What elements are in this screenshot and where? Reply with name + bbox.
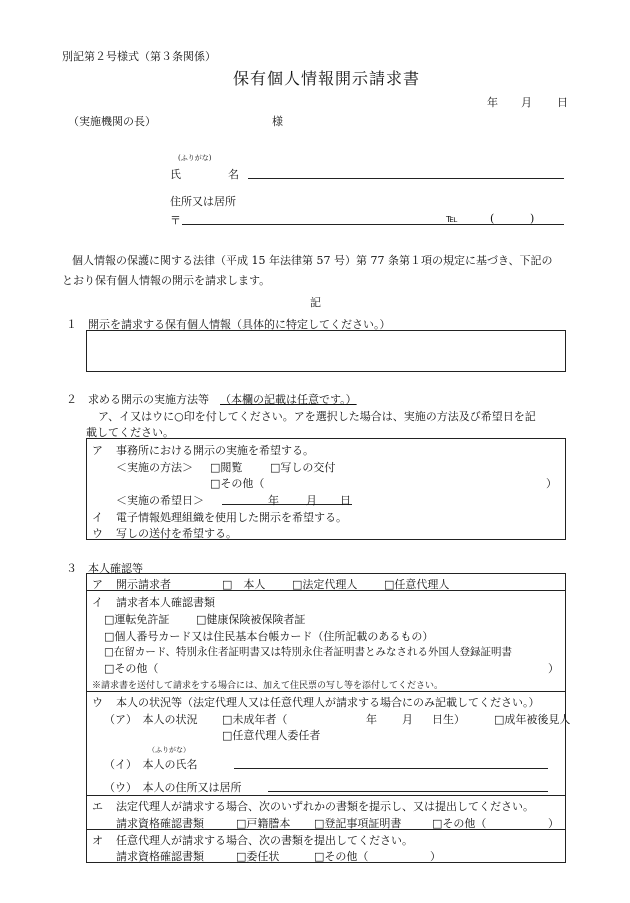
doc-health-insurance-checkbox[interactable]: □健康保険被保険者証 bbox=[196, 613, 306, 626]
section3-o-text: 任意代理人が請求する場合、次の書類を提出してください。 bbox=[116, 834, 413, 847]
hope-date-month: 月 bbox=[306, 494, 317, 507]
section2-i-text: 電子情報処理組織を使用した開示を希望する。 bbox=[116, 511, 347, 524]
hope-date-day: 日 bbox=[340, 494, 351, 507]
tel-label: ℡ bbox=[446, 212, 458, 225]
section2-number: ２ bbox=[66, 393, 77, 406]
intro-line-1: 個人情報の保護に関する法律（平成 15 年法律第 57 号）第 77 条第１項の規定に基づき、下記の bbox=[72, 254, 553, 267]
section3-divider-3 bbox=[86, 795, 566, 796]
hope-date-label: ＜実施の希望日＞ bbox=[116, 494, 204, 507]
section2-a-mark: ア bbox=[92, 444, 103, 457]
section3-u-title: 本人の状況等（法定代理人又は任意代理人が請求する場合にのみ記載してください。） bbox=[116, 696, 540, 709]
postal-mark: 〒 bbox=[170, 214, 181, 227]
section1-number: １ bbox=[66, 318, 77, 331]
section3-a-label: 開示請求者 bbox=[116, 578, 171, 591]
principal-minor-month: 月 bbox=[402, 713, 413, 726]
section3-e-mark: エ bbox=[92, 800, 103, 813]
hope-date-year: 年 bbox=[268, 494, 279, 507]
date-year-label: 年 bbox=[487, 96, 498, 109]
requester-self-checkbox[interactable]: □ 本人 bbox=[222, 578, 266, 591]
addressee: （実施機関の長） bbox=[68, 115, 156, 128]
principal-minor-day: 日生） bbox=[432, 713, 465, 726]
date-day-label: 日 bbox=[557, 96, 568, 109]
address-label: 住所又は居所 bbox=[170, 195, 236, 208]
principal-status-label: （ア） 本人の状況 bbox=[104, 713, 198, 726]
method-other-checkbox[interactable]: □その他（ bbox=[210, 477, 265, 490]
section1-title: 開示を請求する保有個人情報（具体的に特定してください。） bbox=[88, 318, 391, 331]
hope-date-field[interactable] bbox=[222, 504, 352, 505]
section3-divider-1 bbox=[86, 590, 566, 591]
address-field[interactable] bbox=[182, 224, 564, 225]
principal-name-field[interactable] bbox=[234, 768, 548, 769]
section3-divider-4 bbox=[86, 829, 566, 830]
voluntary-rep-doc-label: 請求資格確認書類 bbox=[116, 850, 204, 863]
doc-other-close: ） bbox=[548, 662, 559, 675]
principal-minor-checkbox[interactable]: □未成年者（ bbox=[222, 713, 288, 726]
principal-adult-ward-checkbox[interactable]: □成年被後見人 bbox=[494, 713, 571, 726]
legal-rep-other-close: ） bbox=[548, 817, 559, 830]
tel-paren-close: ) bbox=[530, 212, 535, 225]
voluntary-rep-other-checkbox[interactable]: □その他（ bbox=[314, 850, 369, 863]
legal-rep-doc-label: 請求資格確認書類 bbox=[116, 817, 204, 830]
doc-other-checkbox[interactable]: □その他（ bbox=[104, 662, 159, 675]
section3-o-mark: オ bbox=[92, 834, 103, 847]
requester-voluntary-rep-checkbox[interactable]: □任意代理人 bbox=[384, 578, 450, 591]
method-other-close: ） bbox=[546, 477, 557, 490]
requester-legal-rep-checkbox[interactable]: □法定代理人 bbox=[292, 578, 358, 591]
method-view-checkbox[interactable]: □閲覧 bbox=[210, 461, 243, 474]
name-label-1: 氏 bbox=[170, 168, 181, 181]
ki-label: 記 bbox=[310, 296, 321, 309]
section3-a-mark: ア bbox=[92, 578, 103, 591]
principal-address-label: （ウ） 本人の住所又は居所 bbox=[104, 781, 242, 794]
section2-title-note: （本欄の記載は任意です。） bbox=[220, 393, 357, 406]
section2-a-text: 事務所における開示の実施を希望する。 bbox=[116, 444, 314, 457]
principal-mandator-checkbox[interactable]: □任意代理人委任者 bbox=[222, 729, 321, 742]
section2-u-text: 写しの送付を希望する。 bbox=[116, 527, 237, 540]
principal-minor-year: 年 bbox=[366, 713, 377, 726]
addressee-suffix: 様 bbox=[272, 115, 283, 128]
section1-input-box[interactable] bbox=[86, 330, 566, 372]
doc-driver-license-checkbox[interactable]: □運転免許証 bbox=[104, 613, 170, 626]
page-title: 保有個人情報開示請求書 bbox=[233, 69, 421, 88]
section3-e-text: 法定代理人が請求する場合、次のいずれかの書類を提示し、又は提出してください。 bbox=[116, 800, 534, 813]
section3-i-mark: イ bbox=[92, 596, 103, 609]
section3-u-mark: ウ bbox=[92, 696, 103, 709]
section2-title: 求める開示の実施方法等 bbox=[88, 393, 209, 406]
voluntary-rep-other-close: ） bbox=[430, 850, 441, 863]
voluntary-rep-power-of-attorney-checkbox[interactable]: □委任状 bbox=[236, 850, 280, 863]
doc-residence-card-checkbox[interactable]: □在留カード、特別永住者証明書又は特別永住者証明書とみなされる外国人登録証明書 bbox=[104, 646, 512, 658]
section3-title: 本人確認等 bbox=[88, 562, 143, 575]
method-copy-checkbox[interactable]: □写しの交付 bbox=[270, 461, 336, 474]
name-label-2: 名 bbox=[228, 168, 239, 181]
legal-rep-other-checkbox[interactable]: □その他（ bbox=[432, 817, 487, 830]
intro-line-2: とおり保有個人情報の開示を請求します。 bbox=[62, 274, 271, 287]
tel-paren-open: ( bbox=[490, 212, 495, 225]
legal-rep-registry-cert-checkbox[interactable]: □登記事項証明書 bbox=[314, 817, 402, 830]
section3-divider-2 bbox=[86, 691, 566, 692]
date-month-label: 月 bbox=[521, 96, 532, 109]
name-furigana-label: (ふりがな) bbox=[178, 154, 212, 162]
principal-name-label: （イ） 本人の氏名 bbox=[104, 758, 198, 771]
section2-u-mark: ウ bbox=[92, 527, 103, 540]
doc-note: ※請求書を送付して請求をする場合には、加えて住民票の写し等を添付してください。 bbox=[92, 681, 444, 691]
section3-number: ３ bbox=[66, 562, 77, 575]
section2-desc-2: 載してください。 bbox=[86, 426, 174, 439]
section2-i-mark: イ bbox=[92, 511, 103, 524]
form-number: 別記第２号様式（第３条関係） bbox=[62, 50, 216, 63]
principal-address-field[interactable] bbox=[268, 791, 548, 792]
section3-i-title: 請求者本人確認書類 bbox=[116, 596, 215, 609]
principal-furigana-label: （ふりがな） bbox=[148, 746, 190, 754]
doc-mynumber-card-checkbox[interactable]: □個人番号カード又は住民基本台帳カード（住所記載のあるもの） bbox=[104, 630, 434, 643]
legal-rep-family-register-checkbox[interactable]: □戸籍謄本 bbox=[236, 817, 291, 830]
method-label: ＜実施の方法＞ bbox=[116, 461, 193, 474]
name-field[interactable] bbox=[248, 178, 564, 179]
section2-desc-1: ア、イ又はウに○印を付してください。アを選択した場合は、実施の方法及び希望日を記 bbox=[98, 410, 536, 423]
